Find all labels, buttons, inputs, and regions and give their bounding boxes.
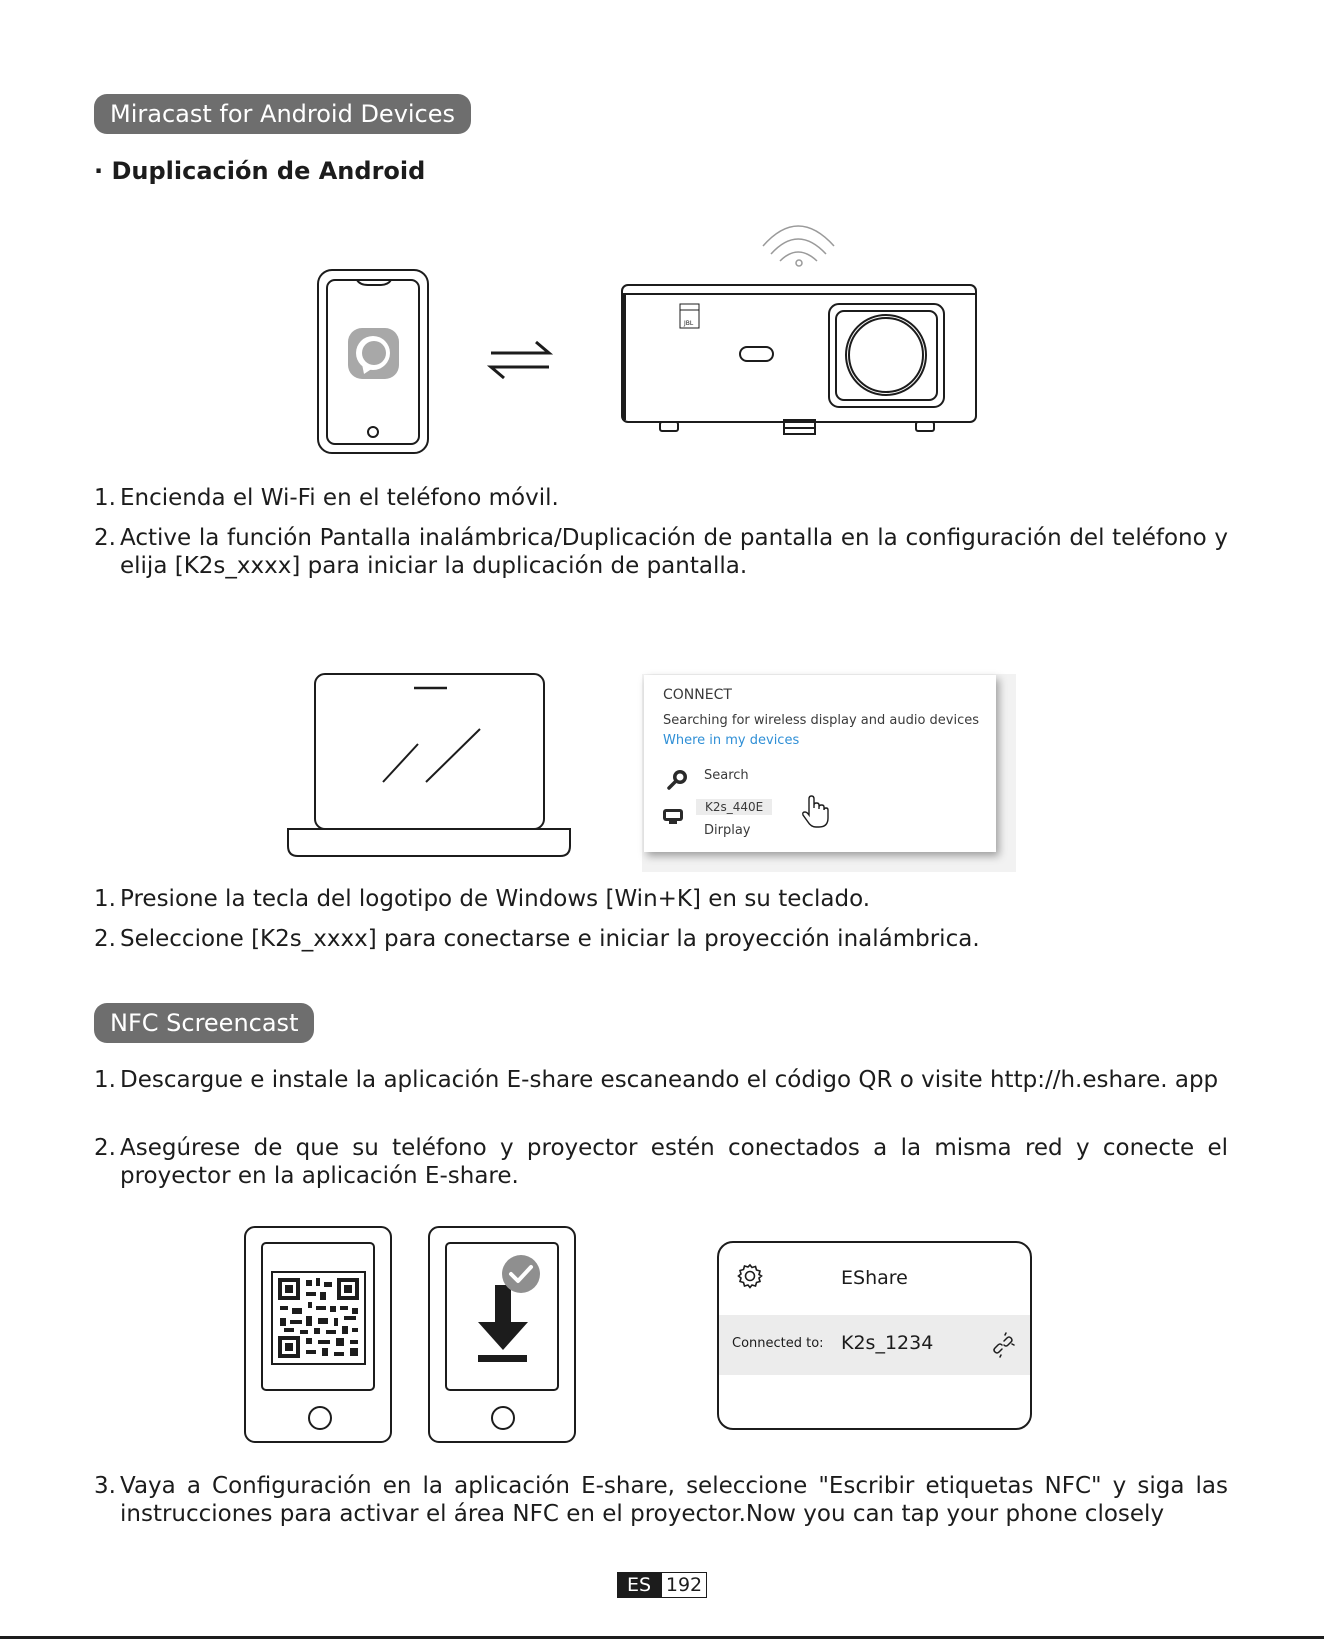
device-name-k2s[interactable]: K2s_440E [696,799,772,815]
step-text: Vaya a Configuración en la aplicación E-share, seleccione "Escribir etiquetas NFC" y siga las instrucciones para activar el área NFC en el proyector.Now you can tap your phone closely [120,1473,1228,1527]
projector-badge: JBL [684,320,694,327]
connected-label: Connected to: [732,1336,824,1351]
section-title-nfc: NFC Screencast [94,1003,314,1043]
step-number: 2. [94,926,116,952]
step-text: Presione la tecla del logotipo de Windows [Win+K] en su teclado. [120,886,871,912]
disconnect-link-icon[interactable] [990,1332,1016,1358]
subheading-android-mirroring: · Duplicación de Android [94,157,426,185]
device-type: Dirplay [704,823,751,838]
step-number: 3. [94,1473,116,1499]
checkmark-badge-icon [502,1255,540,1293]
step-number: 1. [94,485,116,511]
step-number: 1. [94,886,116,912]
gear-icon[interactable] [737,1263,763,1289]
eshare-app-card [717,1241,1032,1430]
step-text: Seleccione [K2s_xxxx] para conectarse e iniciar la proyección inalámbrica. [120,926,980,952]
step-number: 1. [94,1067,116,1093]
nfc-step-3 [94,1472,1228,1528]
where-devices-link[interactable]: Where in my devices [663,733,800,748]
step-number: 2. [94,1135,116,1161]
connect-title: CONNECT [663,687,732,703]
connected-device: K2s_1234 [841,1332,934,1354]
step-text: Asegúrese de que su teléfono y proyector estén conectados a la misma red y conecte el proyector en la aplicación E-share. [120,1135,1228,1189]
footer-page-number: 192 [661,1572,707,1598]
step-text: Active la función Pantalla inalámbrica/Duplicación de pantalla en la configuración del teléfono y elija [K2s_xxxx] para iniciar la duplicación de pantalla. [120,525,1228,579]
step-number: 2. [94,525,116,551]
step-text: Descargue e instale la aplicación E-share escaneando el código QR o visite http://h.eshare. app [120,1067,1219,1093]
qr-code-icon [272,1272,365,1364]
searching-text: Searching for wireless display and audio devices [663,713,980,728]
eshare-title: EShare [841,1267,908,1289]
footer-language: ES [617,1572,661,1598]
download-arrow-icon [478,1285,528,1362]
search-label[interactable]: Search [704,768,749,783]
section-title-miracast: Miracast for Android Devices [94,94,471,134]
step-text: Encienda el Wi-Fi en el teléfono móvil. [120,485,559,511]
phone-qr-icon [245,1227,391,1442]
